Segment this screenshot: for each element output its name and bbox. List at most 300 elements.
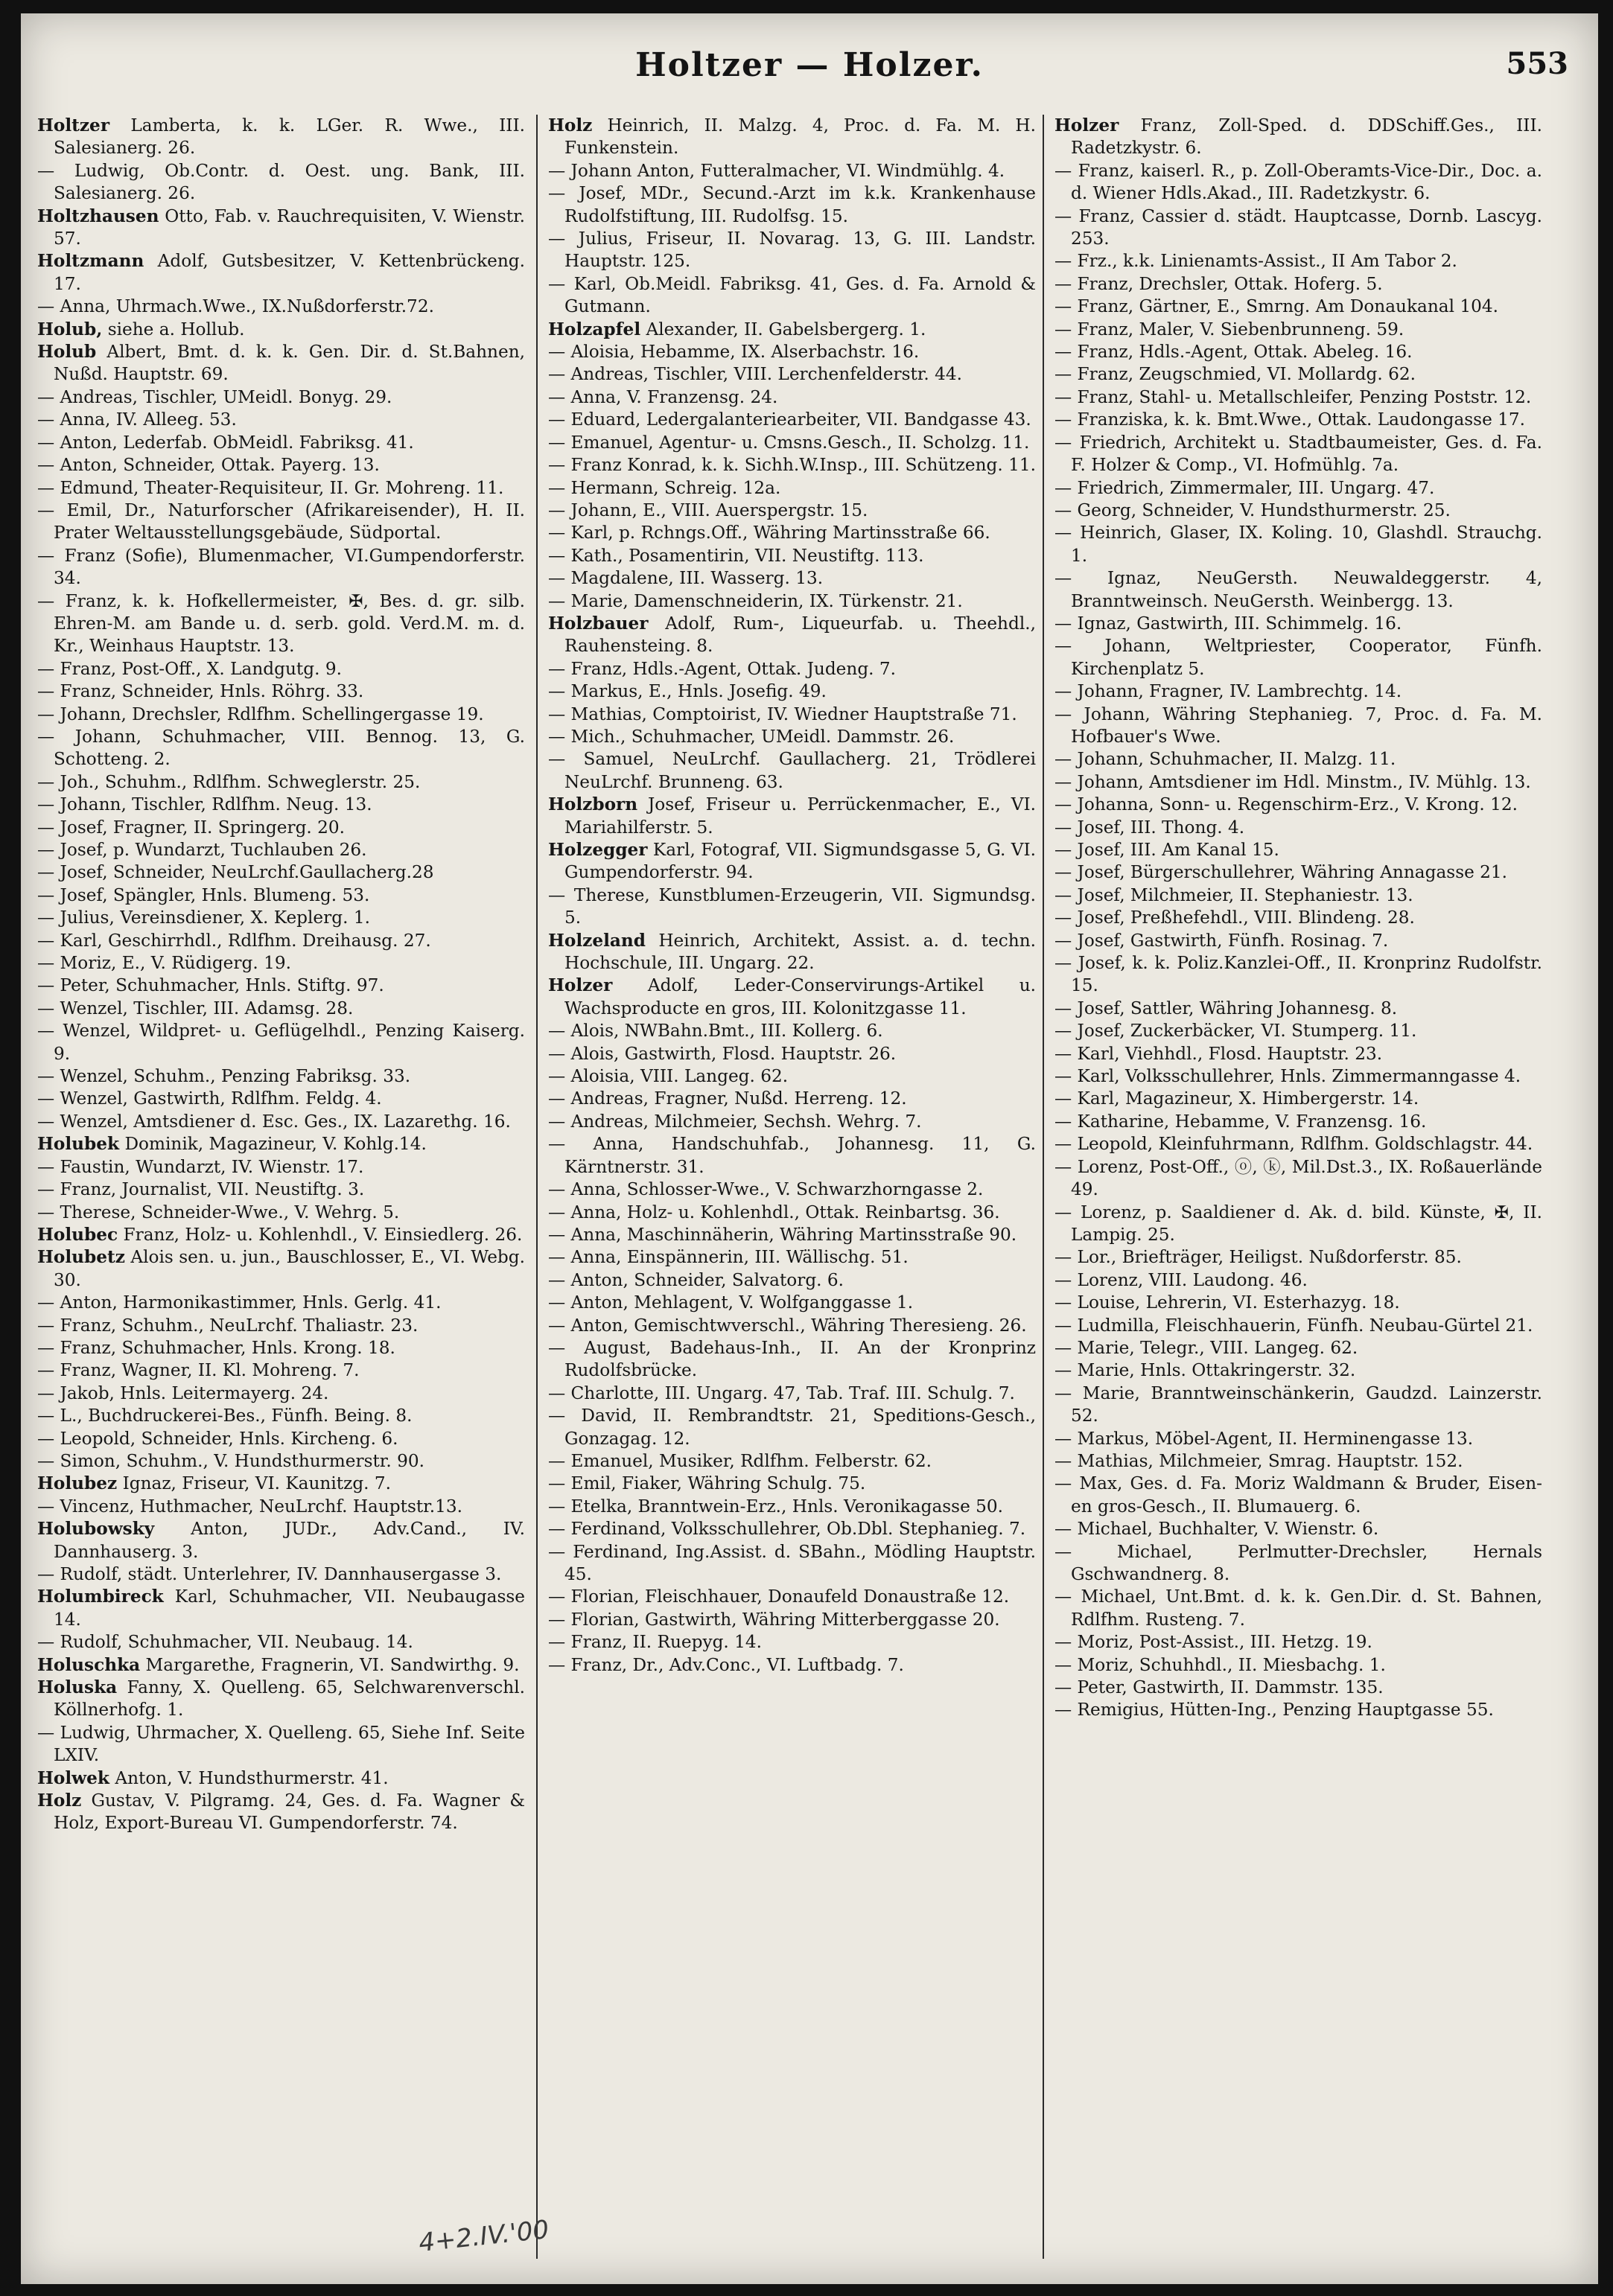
entry-text: — Wenzel, Gastwirth, Rdlfhm. Feldg. 4. — [37, 1088, 382, 1109]
directory-page — [21, 13, 1598, 2284]
entry-text: — Ignaz, Gastwirth, III. Schimmelg. 16. — [1054, 613, 1402, 634]
directory-entry — [548, 273, 1036, 319]
directory-entry — [548, 884, 1036, 930]
entry-surname: Holubez — [37, 1473, 118, 1494]
entry-text: — Andreas, Fragner, Nußd. Herreng. 12. — [548, 1088, 907, 1109]
directory-entry — [1054, 115, 1542, 160]
directory-entry — [1054, 1631, 1542, 1654]
directory-entry — [1054, 1246, 1542, 1269]
directory-entry — [548, 160, 1036, 182]
entry-text: — Lorenz, Post-Off., ⓞ, ⓚ, Mil.Dst.3., IX. Roßauerlände 49. — [1054, 1156, 1542, 1200]
entry-text: Margarethe, Fragnerin, VI. Sandwirthg. 9. — [145, 1654, 520, 1675]
entry-text: — Remigius, Hütten-Ing., Penzing Hauptgasse 55. — [1054, 1700, 1494, 1721]
column-3 — [1054, 115, 1542, 2266]
directory-entry — [1054, 1699, 1542, 1721]
directory-entry — [37, 477, 525, 500]
entry-text: — Franz, Journalist, VII. Neustiftg. 3. — [37, 1179, 365, 1200]
entry-text: — Florian, Fleischhauer, Donaufeld Donaustraße 12. — [548, 1587, 1010, 1607]
directory-entry — [1054, 1518, 1542, 1540]
directory-entry — [548, 115, 1036, 160]
directory-entry — [548, 182, 1036, 228]
entry-text: — August, Badehaus-Inh., II. An der Kronprinz Rudolfsbrücke. — [548, 1337, 1036, 1381]
entry-text: — Katharine, Hebamme, V. Franzensg. 16. — [1054, 1111, 1427, 1132]
directory-entry — [37, 1246, 525, 1292]
entry-text: — Moriz, Post-Assist., III. Hetzg. 19. — [1054, 1632, 1372, 1653]
directory-entry — [37, 545, 525, 590]
entry-text: — Franz, Schneider, Hnls. Röhrg. 33. — [37, 681, 364, 702]
entry-text: — Charlotte, III. Ungarg. 47, Tab. Traf. III. Schulg. 7. — [548, 1383, 1015, 1403]
directory-entry — [1054, 704, 1542, 749]
running-title: Holtzer — Holzer. — [635, 46, 984, 84]
directory-entry — [1054, 296, 1542, 318]
entry-text: — Eduard, Ledergalanteriearbeiter, VII. Bandgasse 43. — [548, 409, 1031, 430]
entry-text: — Friedrich, Zimmermaler, III. Ungarg. 47. — [1054, 477, 1435, 498]
directory-entry — [548, 1088, 1036, 1110]
entry-text: — Leopold, Kleinfuhrmann, Rdlfhm. Goldschlagstr. 44. — [1054, 1134, 1533, 1155]
entry-text: — Etelka, Branntwein-Erz., Hnls. Veronikagasse 50. — [548, 1496, 1004, 1517]
entry-surname: Holzer — [1054, 115, 1119, 135]
directory-entry — [37, 726, 525, 771]
directory-entry — [37, 794, 525, 816]
entry-text: — Faustin, Wundarzt, IV. Wienstr. 17. — [37, 1156, 364, 1177]
directory-entry — [548, 500, 1036, 522]
entry-text: Alois sen. u. jun., Bauschlosser, E., VI. Webg. 30. — [54, 1247, 525, 1290]
entry-text: — L., Buchdruckerei-Bes., Fünfh. Being. 8. — [37, 1406, 413, 1426]
directory-entry — [37, 1065, 525, 1088]
directory-entry — [37, 930, 525, 952]
entry-text: — Andreas, Tischler, UMeidl. Bonyg. 29. — [37, 386, 392, 407]
directory-entry — [1054, 1088, 1542, 1110]
entry-text: — Markus, Möbel-Agent, II. Herminengasse 13. — [1054, 1428, 1474, 1449]
entry-text: — Mich., Schuhmacher, UMeidl. Dammstr. 26. — [548, 726, 955, 747]
entry-text: — Florian, Gastwirth, Währing Mitterberggasse 20. — [548, 1609, 1000, 1630]
directory-entry — [37, 952, 525, 975]
entry-surname: Holzeland — [548, 930, 646, 951]
entry-text: — Anton, Harmonikastimmer, Hnls. Gerlg. 41. — [37, 1292, 442, 1313]
entry-text: — Josef, III. Thong. 4. — [1054, 817, 1245, 838]
entry-text: — Michael, Perlmutter-Drechsler, Hernals Gschwandnerg. 8. — [1054, 1541, 1542, 1584]
entry-surname: Holubowsky — [37, 1519, 155, 1540]
directory-entry — [548, 363, 1036, 386]
directory-entry — [548, 1043, 1036, 1065]
directory-entry — [1054, 432, 1542, 477]
entry-text: — Lorenz, p. Saaldiener d. Ak. d. bild. Künste, ✠, II. Lampig. 25. — [1054, 1202, 1542, 1245]
entry-text: — Johann, Schuhmacher, II. Malzg. 11. — [1054, 749, 1396, 770]
entry-text: Josef, Friseur u. Perrückenmacher, E., VI. Mariahilferstr. 5. — [564, 794, 1036, 838]
directory-entry — [37, 1563, 525, 1586]
directory-entry — [1054, 386, 1542, 409]
entry-text: — Karl, Ob.Meidl. Fabriksg. 41, Ges. d. Fa. Arnold & Gutmann. — [548, 273, 1036, 317]
directory-entry — [548, 1518, 1036, 1540]
directory-entry — [1054, 1541, 1542, 1587]
directory-entry — [37, 1179, 525, 1201]
entry-text: — Franz, Hdls.-Agent, Ottak. Judeng. 7. — [548, 658, 897, 679]
entry-text: Karl, Fotograf, VII. Sigmundsgasse 5, G. VI. Gumpendorferstr. 94. — [564, 840, 1036, 883]
entry-text: — Josef, MDr., Secund.-Arzt im k.k. Krankenhause Rudolfstiftung, III. Rudolfsg. 15. — [548, 183, 1036, 226]
column-1 — [37, 115, 525, 2266]
directory-entry — [548, 1631, 1036, 1654]
entry-text: — Friedrich, Architekt u. Stadtbaumeister, Ges. d. Fa. F. Holzer & Comp., VI. Hofmühlg. 7a. — [1054, 432, 1542, 476]
entry-text: — Lorenz, VIII. Laudong. 46. — [1054, 1269, 1308, 1290]
entry-text: — Johann Anton, Futteralmacher, VI. Windmühlg. 4. — [548, 160, 1005, 181]
directory-entry — [1054, 1473, 1542, 1518]
directory-entry — [548, 1111, 1036, 1133]
entry-surname: Holz — [37, 1790, 82, 1811]
directory-entry — [1054, 1677, 1542, 1699]
directory-entry — [1054, 771, 1542, 794]
entry-text: — Josef, Bürgerschullehrer, Währing Annagasse 21. — [1054, 862, 1508, 883]
directory-entry — [1054, 1586, 1542, 1631]
directory-entry — [1054, 409, 1542, 431]
entry-text: — Julius, Vereinsdiener, X. Keplerg. 1. — [37, 908, 370, 928]
directory-entry — [37, 704, 525, 726]
entry-text: — Johann, Drechsler, Rdlfhm. Schellingergasse 19. — [37, 704, 484, 724]
directory-entry — [548, 726, 1036, 748]
directory-entry — [1054, 160, 1542, 205]
directory-entry — [548, 1609, 1036, 1631]
entry-text: — Emil, Dr., Naturforscher (Afrikareisender), H. II. Prater Weltausstellungsgebäude, Südportal. — [37, 500, 525, 543]
entry-text: — Josef, Zuckerbäcker, VI. Stumperg. 11. — [1054, 1021, 1417, 1042]
entry-text: — Karl, Magazineur, X. Himbergerstr. 14. — [1054, 1088, 1419, 1109]
entry-text: — Marie, Hnls. Ottakringerstr. 32. — [1054, 1360, 1356, 1381]
entry-text: Franz, Holz- u. Kohlenhdl., V. Einsiedlerg. 26. — [123, 1224, 523, 1245]
directory-entry — [37, 884, 525, 907]
entry-text: — Karl, Geschirrhdl., Rdlfhm. Dreihausg. 27. — [37, 930, 431, 951]
entry-text: — Frz., k.k. Linienamts-Assist., II Am Tabor 2. — [1054, 251, 1457, 272]
entry-text: Gustav, V. Pilgramg. 24, Ges. d. Fa. Wagner & Holz, Export-Bureau VI. Gumpendorferstr. 74. — [54, 1790, 525, 1834]
entry-text: — Ludmilla, Fleischhauerin, Fünfh. Neubau-Gürtel 21. — [1054, 1315, 1533, 1336]
entry-text: — Kath., Posamentirin, VII. Neustiftg. 113. — [548, 545, 924, 566]
entry-text: — Michael, Unt.Bmt. d. k. k. Gen.Dir. d. St. Bahnen, Rdlfhm. Rusteng. 7. — [1054, 1587, 1542, 1630]
entry-surname: Holuska — [37, 1677, 118, 1698]
directory-entry — [548, 1315, 1036, 1337]
running-header — [21, 46, 1598, 98]
entry-surname: Holtzer — [37, 115, 110, 135]
directory-entry — [1054, 1065, 1542, 1088]
directory-entry — [37, 1224, 525, 1246]
entry-text: — Georg, Schneider, V. Hundsthurmerstr. 25. — [1054, 500, 1451, 520]
directory-entry — [37, 998, 525, 1020]
directory-entry — [1054, 748, 1542, 771]
entry-text: — Ferdinand, Volksschullehrer, Ob.Dbl. Stephanieg. 7. — [548, 1519, 1026, 1540]
entry-text: — Max, Ges. d. Fa. Moriz Waldmann & Bruder, Eisen-en gros-Gesch., II. Blumauerg. 6. — [1054, 1473, 1542, 1517]
entry-text: — Wenzel, Wildpret- u. Geflügelhdl., Penzing Kaiserg. 9. — [37, 1021, 525, 1064]
entry-text: — Emanuel, Musiker, Rdlfhm. Felberstr. 62. — [548, 1450, 932, 1471]
entry-text: — Moriz, Schuhhdl., II. Miesbachg. 1. — [1054, 1654, 1386, 1675]
directory-entry — [1054, 1450, 1542, 1473]
entry-text: — Aloisia, VIII. Langeg. 62. — [548, 1066, 789, 1087]
entry-surname: Holub, — [37, 319, 103, 339]
entry-text: — Josef, Fragner, II. Springerg. 20. — [37, 817, 346, 838]
entry-text: — Ludwig, Uhrmacher, X. Quelleng. 65, Siehe Inf. Seite LXIV. — [37, 1722, 525, 1766]
entry-text: — Anna, Holz- u. Kohlenhdl., Ottak. Reinbartsg. 36. — [548, 1202, 1000, 1222]
entry-text: — Ferdinand, Ing.Assist. d. SBahn., Mödling Hauptstr. 45. — [548, 1541, 1036, 1584]
entry-text: — Samuel, NeuLrchf. Gaullacherg. 21, Trödlerei NeuLrchf. Brunneng. 63. — [548, 749, 1036, 792]
directory-entry — [37, 658, 525, 680]
entry-text: — Therese, Schneider-Wwe., V. Wehrg. 5. — [37, 1202, 400, 1222]
columns-container — [37, 115, 1582, 2266]
entry-text: — Simon, Schuhm., V. Hundsthurmerstr. 90. — [37, 1450, 424, 1471]
directory-entry — [37, 205, 525, 251]
entry-text: — Emanuel, Agentur- u. Cmsns.Gesch., II. Scholzg. 11. — [548, 432, 1030, 453]
entry-text: — Franz, II. Ruepyg. 14. — [548, 1632, 763, 1653]
entry-text: — Marie, Damenschneiderin, IX. Türkenstr. 21. — [548, 590, 963, 611]
directory-entry — [1054, 998, 1542, 1020]
entry-text: — Anna, Einspännerin, III. Wällischg. 51. — [548, 1247, 909, 1268]
directory-entry — [1054, 680, 1542, 703]
entry-text: — Anna, IV. Alleeg. 53. — [37, 409, 237, 430]
entry-text: — Johann, Fragner, IV. Lambrechtg. 14. — [1054, 681, 1402, 702]
entry-text: — Anna, V. Franzensg. 24. — [548, 386, 778, 407]
directory-entry — [37, 1111, 525, 1133]
entry-text: — Michael, Buchhalter, V. Wienstr. 6. — [1054, 1519, 1379, 1540]
directory-entry — [37, 839, 525, 861]
entry-text: — Franz (Sofie), Blumenmacher, VI.Gumpendorferstr. 34. — [37, 545, 525, 589]
entry-text: — Franz, Dr., Adv.Conc., VI. Luftbadg. 7. — [548, 1654, 904, 1675]
directory-entry — [548, 1541, 1036, 1587]
directory-entry — [1054, 319, 1542, 341]
directory-entry — [37, 907, 525, 929]
entry-text: — Peter, Gastwirth, II. Dammstr. 135. — [1054, 1677, 1384, 1698]
entry-text: — Anton, Gemischtwverschl., Währing Theresieng. 26. — [548, 1315, 1027, 1336]
directory-entry — [1054, 1133, 1542, 1155]
entry-text: — Johann, Schuhmacher, VIII. Bennog. 13, G. Schotteng. 2. — [37, 726, 525, 770]
entry-text: Heinrich, Architekt, Assist. a. d. techn. Hochschule, III. Ungarg. 22. — [564, 930, 1036, 974]
directory-entry — [1054, 907, 1542, 929]
directory-entry — [1054, 952, 1542, 998]
directory-entry — [37, 1156, 525, 1179]
directory-entry — [1054, 930, 1542, 952]
entry-text: — Karl, p. Rchngs.Off., Währing Martinsstraße 66. — [548, 523, 990, 543]
entry-text: — Rudolf, Schuhmacher, VII. Neubaug. 14. — [37, 1632, 413, 1653]
directory-entry — [37, 1292, 525, 1314]
entry-text: — Josef, III. Am Kanal 15. — [1054, 840, 1279, 860]
directory-entry — [37, 1496, 525, 1518]
directory-entry — [37, 319, 525, 341]
entry-text: — Andreas, Milchmeier, Sechsh. Wehrg. 7. — [548, 1111, 922, 1132]
directory-entry — [37, 1767, 525, 1790]
directory-entry — [548, 545, 1036, 567]
entry-text: — Anton, Schneider, Salvatorg. 6. — [548, 1269, 844, 1290]
entry-text: Albert, Bmt. d. k. k. Gen. Dir. d. St.Bahnen, Nußd. Hauptstr. 69. — [54, 342, 525, 385]
page-number: 553 — [1506, 46, 1568, 81]
directory-entry — [37, 432, 525, 454]
directory-entry — [37, 296, 525, 318]
directory-entry — [548, 477, 1036, 500]
entry-text: — Edmund, Theater-Requisiteur, II. Gr. Mohreng. 11. — [37, 477, 504, 498]
directory-entry — [1054, 341, 1542, 363]
entry-text: — Aloisia, Hebamme, IX. Alserbachstr. 16. — [548, 342, 920, 363]
entry-text: siehe a. Hollub. — [107, 319, 245, 339]
entry-text: — Anna, Handschuhfab., Johannesg. 11, G. Kärntnerstr. 31. — [548, 1134, 1036, 1177]
entry-surname: Holzer — [548, 975, 613, 996]
entry-text: — Vincenz, Huthmacher, NeuLrchf. Hauptstr.13. — [37, 1496, 462, 1517]
directory-entry — [37, 1518, 525, 1563]
entry-text: — Jakob, Hnls. Leitermayerg. 24. — [37, 1383, 329, 1403]
entry-text: — Anton, Mehlagent, V. Wolfganggasse 1. — [548, 1292, 914, 1313]
entry-text: — Franz, Wagner, II. Kl. Mohreng. 7. — [37, 1360, 360, 1381]
entry-text: — Franz, Schuhm., NeuLrchf. Thaliastr. 23. — [37, 1315, 419, 1336]
directory-entry — [548, 386, 1036, 409]
directory-entry — [37, 1020, 525, 1065]
entry-text: — Josef, Preßhefehdl., VIII. Blindeng. 28. — [1054, 908, 1415, 928]
entry-surname: Holumbireck — [37, 1587, 164, 1607]
entry-surname: Holub — [37, 342, 97, 363]
directory-entry — [548, 1202, 1036, 1224]
entry-text: Karl, Schuhmacher, VII. Neubaugasse 14. — [54, 1587, 525, 1630]
entry-text: Anton, JUDr., Adv.Cand., IV. Dannhauserg. 3. — [54, 1519, 525, 1562]
entry-surname: Holzapfel — [548, 319, 641, 339]
entry-text: — Josef, k. k. Poliz.Kanzlei-Off., II. Kronprinz Rudolfstr. 15. — [1054, 953, 1542, 996]
directory-entry — [37, 975, 525, 997]
entry-text: — Alois, NWBahn.Bmt., III. Kollerg. 6. — [548, 1021, 883, 1042]
entry-text: — Johann, Weltpriester, Cooperator, Fünfh. Kirchenplatz 5. — [1054, 636, 1542, 679]
entry-text: — Wenzel, Schuhm., Penzing Fabriksg. 33. — [37, 1066, 411, 1087]
directory-entry — [548, 319, 1036, 341]
entry-text: — Franz, Maler, V. Siebenbrunneng. 59. — [1054, 319, 1404, 339]
directory-entry — [1054, 794, 1542, 816]
directory-entry — [548, 839, 1036, 884]
entry-text: — Andreas, Tischler, VIII. Lerchenfelderstr. 44. — [548, 364, 962, 385]
directory-entry — [1054, 273, 1542, 296]
directory-entry — [1054, 1269, 1542, 1292]
directory-entry — [1054, 817, 1542, 839]
directory-entry — [1054, 522, 1542, 567]
directory-entry — [37, 1383, 525, 1405]
directory-entry — [37, 409, 525, 431]
column-2 — [548, 115, 1036, 2266]
directory-entry — [548, 680, 1036, 703]
directory-entry — [1054, 884, 1542, 907]
directory-entry — [1054, 1020, 1542, 1042]
directory-entry — [548, 1065, 1036, 1088]
entry-text: Alexander, II. Gabelsbergerg. 1. — [646, 319, 926, 339]
entry-text: Adolf, Gutsbesitzer, V. Kettenbrückeng. 17. — [54, 251, 525, 294]
entry-text: Lamberta, k. k. LGer. R. Wwe., III. Salesianerg. 26. — [54, 115, 525, 159]
directory-entry — [1054, 1111, 1542, 1133]
entry-text: — Peter, Schuhmacher, Hnls. Stiftg. 97. — [37, 975, 384, 996]
entry-text: — Moriz, E., V. Rüdigerg. 19. — [37, 953, 291, 974]
entry-text: — Anton, Lederfab. ObMeidl. Fabriksg. 41. — [37, 432, 414, 453]
entry-text: — Franz, k. k. Hofkellermeister, ✠, Bes. d. gr. silb. Ehren-M. am Bande u. d. serb. gold. Verd.M. m. d. Kr., Weinhaus Hauptstr. 13. — [37, 590, 525, 657]
directory-entry — [548, 1246, 1036, 1269]
directory-entry — [1054, 1383, 1542, 1428]
directory-entry — [548, 1496, 1036, 1518]
entry-text: — Julius, Friseur, II. Novarag. 13, G. III. Landstr. Hauptstr. 125. — [548, 229, 1036, 272]
directory-entry — [37, 1473, 525, 1495]
entry-text: — Franz, Hdls.-Agent, Ottak. Abeleg. 16. — [1054, 342, 1413, 363]
directory-entry — [548, 1337, 1036, 1383]
entry-text: — Wenzel, Tischler, III. Adamsg. 28. — [37, 998, 354, 1018]
directory-entry — [1054, 363, 1542, 386]
directory-entry — [548, 341, 1036, 363]
entry-text: — Franz, Cassier d. städt. Hauptcasse, Dornb. Lascyg. 253. — [1054, 205, 1542, 249]
directory-entry — [37, 1315, 525, 1337]
directory-entry — [1054, 1654, 1542, 1677]
entry-text: Adolf, Rum-, Liqueurfab. u. Theehdl., Rauhensteing. 8. — [564, 613, 1036, 657]
entry-surname: Holubetz — [37, 1247, 125, 1268]
directory-entry — [37, 386, 525, 409]
entry-text: — Ludwig, Ob.Contr. d. Oest. ung. Bank, III. Salesianerg. 26. — [37, 160, 525, 204]
directory-entry — [1054, 1043, 1542, 1065]
directory-entry — [37, 1405, 525, 1427]
directory-entry — [37, 250, 525, 296]
entry-text: — Mathias, Comptoirist, IV. Wiedner Hauptstraße 71. — [548, 704, 1017, 724]
directory-entry — [37, 1088, 525, 1110]
entry-text: — Johann, Amtsdiener im Hdl. Minstm., IV. Mühlg. 13. — [1054, 771, 1531, 792]
entry-text: — Franz Konrad, k. k. Sichh.W.Insp., III. Schützeng. 11. — [548, 455, 1036, 476]
entry-text: — Karl, Volksschullehrer, Hnls. Zimmermanngasse 4. — [1054, 1066, 1521, 1087]
entry-text: — Josef, Milchmeier, II. Stephaniestr. 13. — [1054, 884, 1413, 905]
entry-text: — Karl, Viehhdl., Flosd. Hauptstr. 23. — [1054, 1043, 1383, 1064]
directory-entry — [37, 1790, 525, 1835]
directory-entry — [548, 1269, 1036, 1292]
directory-entry — [548, 1405, 1036, 1450]
entry-text: — Ignaz, NeuGersth. Neuwaldeggerstr. 4, Branntweinsch. NeuGersth. Weinbergg. 13. — [1054, 568, 1542, 611]
entry-text: Adolf, Leder-Conservirungs-Artikel u. Wachsproducte en gros, III. Kolonitzgasse 11. — [564, 975, 1036, 1018]
directory-entry — [1054, 613, 1542, 635]
entry-text: — Wenzel, Amtsdiener d. Esc. Ges., IX. Lazarethg. 16. — [37, 1111, 511, 1132]
entry-text: — Johann, E., VIII. Auerspergstr. 15. — [548, 500, 868, 520]
directory-entry — [37, 1450, 525, 1473]
directory-entry — [37, 454, 525, 476]
directory-entry — [548, 658, 1036, 680]
directory-entry — [548, 748, 1036, 794]
directory-entry — [37, 1202, 525, 1224]
directory-entry — [548, 1292, 1036, 1314]
directory-entry — [1054, 635, 1542, 680]
entry-text: — Mathias, Milchmeier, Smrag. Hauptstr. 152. — [1054, 1450, 1463, 1471]
entry-text: — Franz, kaiserl. R., p. Zoll-Oberamts-Vice-Dir., Doc. a. d. Wiener Hdls.Akad., III. Radetzkystr. 6. — [1054, 160, 1542, 204]
directory-entry — [1054, 1202, 1542, 1247]
entry-text: — Josef, Sattler, Währing Johannesg. 8. — [1054, 998, 1398, 1018]
entry-surname: Holtzhausen — [37, 205, 159, 226]
directory-entry — [37, 1654, 525, 1677]
entry-text: — Magdalene, III. Wasserg. 13. — [548, 568, 824, 589]
entry-text: — Johann, Währing Stephanieg. 7, Proc. d. Fa. M. Hofbauer's Wwe. — [1054, 704, 1542, 747]
entry-text: — Marie, Branntweinschänkerin, Gaudzd. Lainzerstr. 52. — [1054, 1383, 1542, 1426]
entry-text: — Josef, Schneider, NeuLrchf.Gaullacherg.28 — [37, 862, 434, 883]
directory-entry — [1054, 1337, 1542, 1359]
entry-text: — Franz, Schuhmacher, Hnls. Krong. 18. — [37, 1337, 395, 1358]
directory-entry — [37, 771, 525, 794]
directory-entry — [37, 1133, 525, 1155]
directory-entry — [548, 228, 1036, 273]
directory-entry — [548, 1654, 1036, 1677]
entry-surname: Holtzmann — [37, 251, 144, 272]
directory-entry — [548, 409, 1036, 431]
directory-entry — [1054, 477, 1542, 500]
entry-text: — Therese, Kunstblumen-Erzeugerin, VII. Sigmundsg. 5. — [548, 884, 1036, 928]
entry-text: — Franz, Zeugschmied, VI. Mollardg. 62. — [1054, 364, 1416, 385]
directory-entry — [37, 160, 525, 205]
directory-entry — [1054, 250, 1542, 272]
entry-surname: Holuschka — [37, 1654, 141, 1675]
directory-entry — [548, 567, 1036, 590]
entry-text: — Anna, Schlosser-Wwe., V. Schwarzhorngasse 2. — [548, 1179, 984, 1200]
handwritten-annotation: 4+2.IV.'00 — [417, 2214, 550, 2259]
directory-entry — [37, 1722, 525, 1767]
directory-entry — [548, 794, 1036, 839]
entry-surname: Holubek — [37, 1134, 120, 1155]
directory-entry — [548, 704, 1036, 726]
directory-entry — [37, 861, 525, 884]
directory-entry — [548, 1179, 1036, 1201]
directory-entry — [548, 930, 1036, 975]
entry-text: — Rudolf, städt. Unterlehrer, IV. Dannhausergasse 3. — [37, 1564, 502, 1584]
directory-entry — [548, 1224, 1036, 1246]
entry-surname: Holubec — [37, 1224, 118, 1245]
